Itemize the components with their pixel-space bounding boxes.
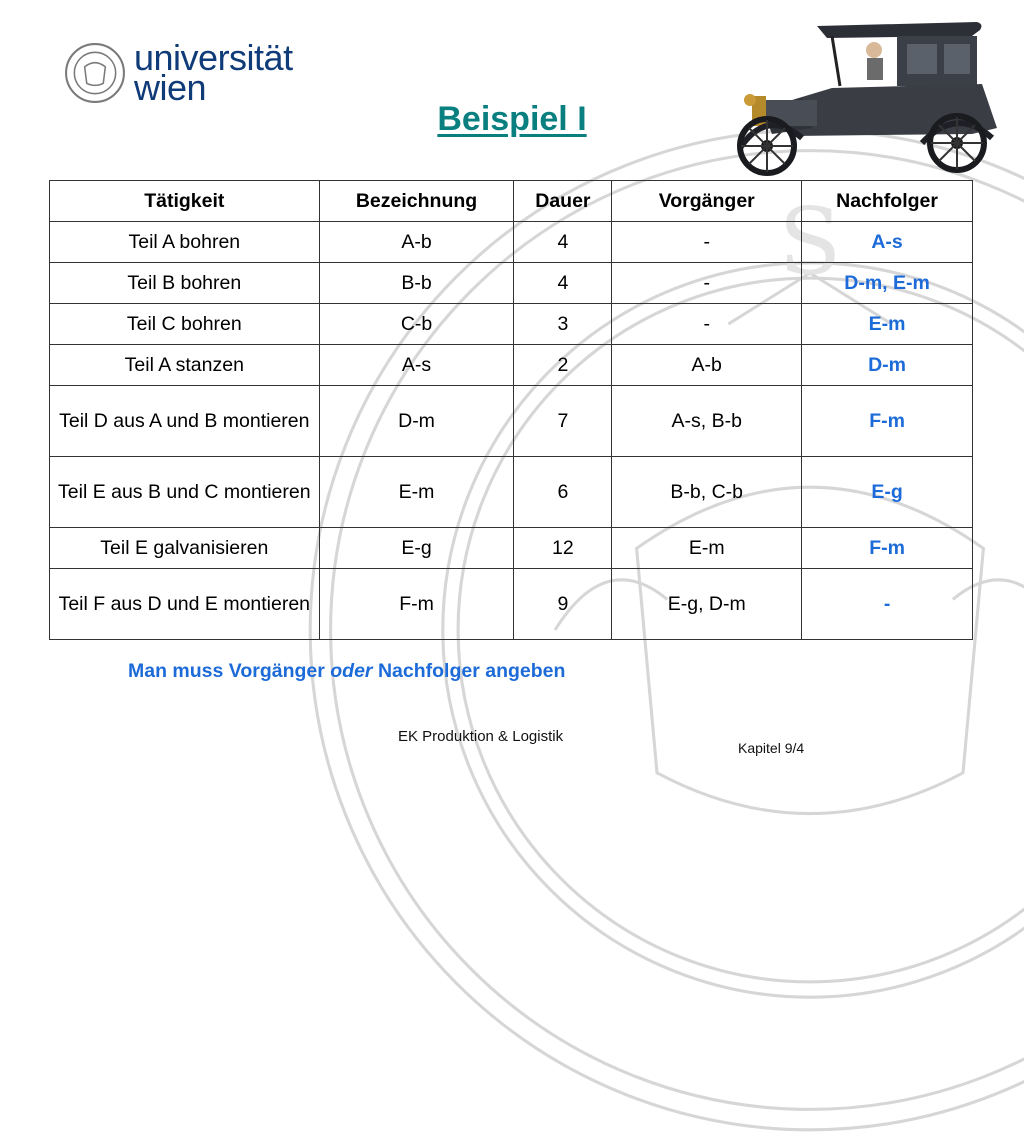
- cell-predecessor: B-b, C-b: [612, 457, 802, 528]
- header-code: Bezeichnung: [319, 181, 514, 222]
- note-after: Nachfolger angeben: [372, 660, 566, 682]
- table-row: [50, 528, 973, 569]
- cell-code: D-m: [319, 386, 514, 457]
- cell-code: B-b: [319, 263, 514, 304]
- table-row: [50, 263, 973, 304]
- cell-activity: Teil A bohren: [50, 222, 320, 263]
- table-row: [50, 457, 973, 528]
- university-seal-icon: [64, 42, 126, 104]
- cell-activity: Teil C bohren: [50, 304, 320, 345]
- activity-table: [49, 180, 973, 640]
- cell-activity: Teil F aus D und E montieren: [50, 569, 320, 640]
- logo-line-2: wien: [134, 67, 207, 108]
- table-row: [50, 345, 973, 386]
- header-duration: Dauer: [514, 181, 612, 222]
- cell-duration: 12: [514, 528, 612, 569]
- cell-code: C-b: [319, 304, 514, 345]
- cell-predecessor: -: [612, 263, 802, 304]
- cell-successor: -: [802, 569, 973, 640]
- cell-code: E-m: [319, 457, 514, 528]
- page-title: Beispiel I: [437, 100, 587, 138]
- cell-code: A-b: [319, 222, 514, 263]
- cell-successor: F-m: [802, 386, 973, 457]
- table-row: [50, 304, 973, 345]
- cell-duration: 4: [514, 263, 612, 304]
- footer-course: EK Produktion & Logistik: [398, 728, 564, 745]
- note-before: Man muss Vorgänger: [128, 660, 331, 682]
- university-name: [134, 37, 293, 108]
- header-predecessor: Vorgänger: [612, 181, 802, 222]
- cell-duration: 3: [514, 304, 612, 345]
- note-emphasis: oder: [330, 660, 373, 682]
- cell-predecessor: E-m: [612, 528, 802, 569]
- cell-activity: Teil E aus B und C montieren: [50, 457, 320, 528]
- cell-duration: 9: [514, 569, 612, 640]
- cell-duration: 4: [514, 222, 612, 263]
- cell-predecessor: -: [612, 222, 802, 263]
- cell-code: A-s: [319, 345, 514, 386]
- cell-activity: Teil B bohren: [50, 263, 320, 304]
- cell-successor: F-m: [802, 528, 973, 569]
- table-row: [50, 569, 973, 640]
- table-row: [50, 386, 973, 457]
- cell-code: F-m: [319, 569, 514, 640]
- header-activity: Tätigkeit: [50, 181, 320, 222]
- cell-successor: E-g: [802, 457, 973, 528]
- cell-successor: D-m: [802, 345, 973, 386]
- cell-code: E-g: [319, 528, 514, 569]
- note-text: [128, 660, 565, 683]
- cell-duration: 7: [514, 386, 612, 457]
- header-successor: Nachfolger: [802, 181, 973, 222]
- cell-activity: Teil D aus A und B montieren: [50, 386, 320, 457]
- cell-successor: E-m: [802, 304, 973, 345]
- university-logo: [64, 37, 304, 108]
- cell-activity: Teil E galvanisieren: [50, 528, 320, 569]
- table-header-row: [50, 181, 973, 222]
- footer-chapter: Kapitel 9/4: [738, 740, 805, 756]
- logo-line-1: universität: [134, 37, 293, 78]
- svg-text:S: S: [778, 188, 842, 295]
- cell-successor: D-m, E-m: [802, 263, 973, 304]
- cell-predecessor: A-b: [612, 345, 802, 386]
- table-row: [50, 222, 973, 263]
- cell-predecessor: E-g, D-m: [612, 569, 802, 640]
- cell-predecessor: -: [612, 304, 802, 345]
- cell-activity: Teil A stanzen: [50, 345, 320, 386]
- cell-duration: 6: [514, 457, 612, 528]
- cell-duration: 2: [514, 345, 612, 386]
- cell-successor: A-s: [802, 222, 973, 263]
- vintage-car-illustration: [722, 8, 1012, 178]
- cell-predecessor: A-s, B-b: [612, 386, 802, 457]
